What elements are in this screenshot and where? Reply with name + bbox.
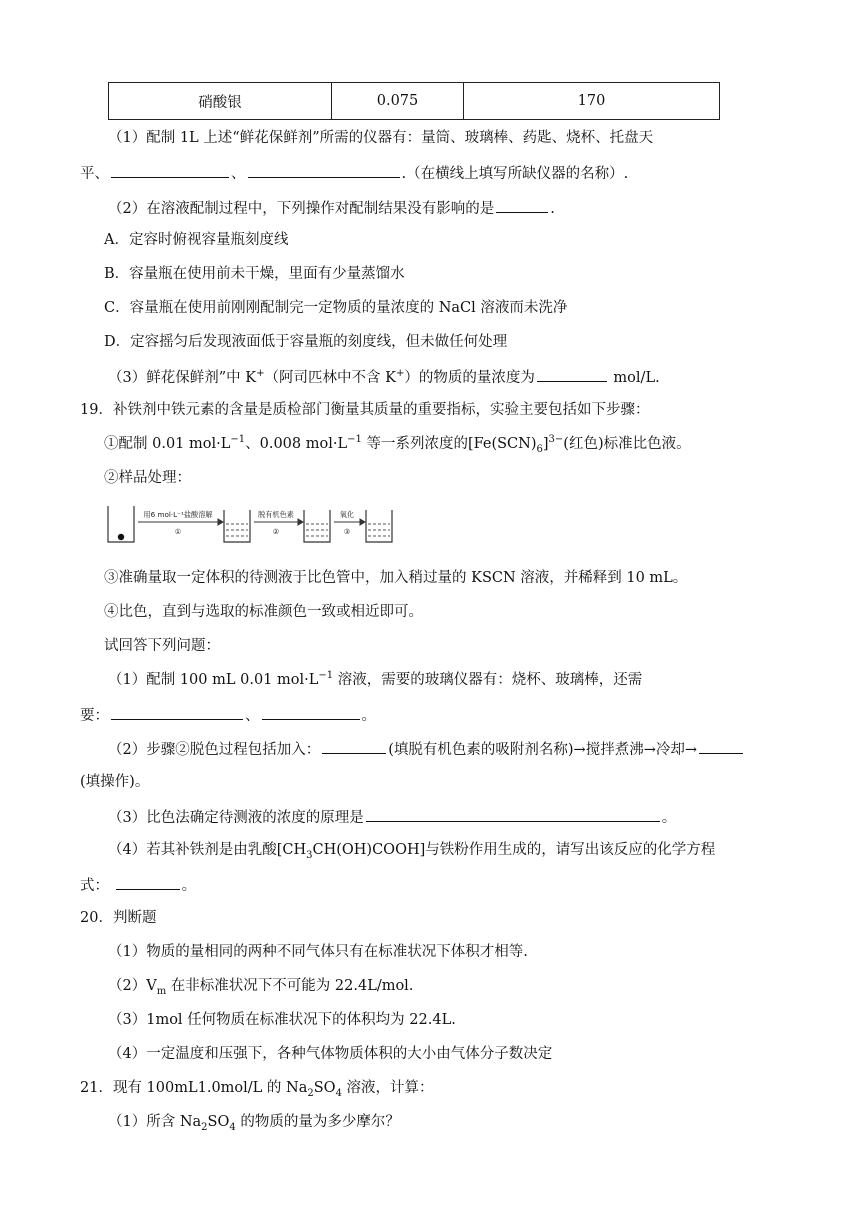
q19-part4-a: （4）若其补铁剂是由乳酸[CH bbox=[108, 842, 307, 858]
q18-part1-sep: 、 bbox=[231, 166, 246, 182]
q18-part3-end: mol/L. bbox=[608, 370, 660, 386]
q20-item1: （1）物质的量相同的两种不同气体只有在标准状况下体积才相等. bbox=[108, 944, 528, 960]
q20-item2 bbox=[108, 976, 413, 996]
q18-option-c: C．容量瓶在使用前刚刚配制完一定物质的量浓度的 NaCl 溶液而未洗净 bbox=[104, 300, 568, 316]
table-cell-mass: 0.075 bbox=[332, 83, 464, 120]
q18-part3-c: ）的物质的量浓度为 bbox=[404, 370, 535, 386]
table-row bbox=[109, 83, 720, 120]
q19-part2-a: （2）步骤②脱色过程包括加入： bbox=[108, 742, 321, 758]
q18-option-b: B．容量瓶在使用前未干燥，里面有少量蒸馏水 bbox=[104, 266, 405, 282]
q18-option-a: A．定容时俯视容量瓶刻度线 bbox=[104, 232, 289, 248]
answer-blank[interactable] bbox=[248, 162, 400, 178]
q19-intro: 试回答下列问题： bbox=[104, 638, 220, 654]
subscript: 6 bbox=[536, 443, 543, 455]
subscript: 3 bbox=[306, 849, 313, 861]
q19-step4: ④比色，直到与选取的标准颜色一致或相近即可。 bbox=[104, 604, 423, 620]
answer-blank[interactable] bbox=[111, 704, 243, 720]
flow-step-number: ③ bbox=[343, 527, 351, 536]
q19-part4-b: CH(OH)COOH]与铁粉作用生成的，请写出该反应的化学方程 bbox=[312, 842, 716, 858]
q19-part1-start: 要： bbox=[80, 708, 109, 724]
q18-part2-end: . bbox=[550, 201, 555, 217]
q19-part1-a: （1）配制 100 mL 0.01 mol·L bbox=[108, 672, 319, 688]
q19-stem: 19．补铁剂中铁元素的含量是质检部门衡量其质量的重要指标，实验主要包括如下步骤： bbox=[80, 402, 650, 418]
answer-blank[interactable] bbox=[322, 738, 386, 754]
step1-a: ①配制 0.01 mol·L bbox=[104, 436, 231, 452]
flow-step-number: ② bbox=[272, 527, 280, 536]
sample-process-diagram bbox=[104, 502, 410, 546]
arrow-icon bbox=[360, 519, 365, 525]
step1-c: 等一系列浓度的[Fe(SCN) bbox=[361, 436, 537, 452]
answer-blank[interactable] bbox=[262, 704, 360, 720]
superscript: 3− bbox=[548, 434, 564, 446]
step1-d: ] bbox=[542, 436, 549, 452]
subscript: 4 bbox=[229, 1121, 236, 1133]
q18-part3-b: （阿司匹林中不含 K bbox=[264, 370, 396, 386]
q19-part3-end: 。 bbox=[661, 810, 677, 826]
q19-part1-sep: 、 bbox=[245, 708, 260, 724]
answer-blank[interactable] bbox=[699, 738, 743, 754]
q19-part4-c: 式： bbox=[80, 878, 109, 894]
q20-item2-a: （2）V bbox=[108, 978, 157, 994]
q18-part1-start: 平、 bbox=[80, 166, 109, 182]
subscript: 4 bbox=[335, 1087, 342, 1099]
q19-part2-b: (填脱有机色素的吸附剂名称)→搅拌煮沸→冷却→ bbox=[388, 742, 697, 758]
q21-stem-a: 21．现有 100mL1.0mol/L 的 Na bbox=[80, 1080, 308, 1096]
answer-blank[interactable] bbox=[116, 874, 180, 890]
q21-part1-c: 的物质的量为多少摩尔？ bbox=[235, 1114, 400, 1130]
q19-part4-line1 bbox=[108, 840, 715, 860]
superscript: −1 bbox=[347, 434, 362, 446]
step1-b: 、0.008 mol·L bbox=[245, 436, 348, 452]
q18-part1-line1: （1）配制 1L 上述“鲜花保鲜剂”所需的仪器有：量筒、玻璃棒、药匙、烧杯、托盘天 bbox=[108, 130, 654, 146]
q21-stem-b: SO bbox=[313, 1080, 336, 1096]
q19-part2-line2: (填操作)。 bbox=[80, 774, 150, 790]
superscript: −1 bbox=[230, 434, 246, 446]
answer-blank[interactable] bbox=[496, 197, 548, 213]
q20-item4: （4）一定温度和压强下，各种气体物质体积的大小由气体分子数决定 bbox=[108, 1046, 553, 1062]
answer-blank[interactable] bbox=[366, 806, 660, 822]
q20-item2-b: 在非标准状况下不可能为 22.4L/mol. bbox=[166, 978, 414, 994]
q21-stem bbox=[80, 1078, 434, 1098]
q19-part1-a2: 溶液，需要的玻璃仪器有：烧杯、玻璃棒，还需 bbox=[333, 672, 643, 688]
flow-label: 脱有机色素 bbox=[258, 510, 294, 519]
q20-item3: （3）1mol 任何物质在标准状况下的体积均为 22.4L. bbox=[108, 1012, 456, 1028]
superscript: + bbox=[256, 368, 265, 380]
subscript: 2 bbox=[201, 1121, 208, 1133]
arrow-icon bbox=[218, 519, 223, 525]
flow-label: 用6 mol·L⁻¹盐酸溶解 bbox=[143, 510, 213, 519]
answer-blank[interactable] bbox=[537, 366, 607, 382]
q19-part4-end: 。 bbox=[181, 878, 197, 894]
q21-part1-b: SO bbox=[207, 1114, 230, 1130]
q18-part2 bbox=[108, 197, 555, 219]
q19-step3: ③准确量取一定体积的待测液于比色管中，加入稍过量的 KSCN 溶液，并稀释到 10 mL。 bbox=[104, 570, 688, 586]
subscript: 2 bbox=[307, 1087, 314, 1099]
q19-part3 bbox=[108, 806, 676, 828]
q20-stem: 20．判断题 bbox=[80, 910, 157, 926]
q18-part1-end: .（在横线上填写所缺仪器的名称）. bbox=[401, 166, 629, 182]
q19-part3-text: （3）比色法确定待测液的浓度的原理是 bbox=[108, 810, 364, 826]
q21-part1 bbox=[108, 1112, 400, 1132]
beaker-icon bbox=[304, 510, 330, 542]
beaker-icon bbox=[366, 510, 392, 542]
table-cell-name: 硝酸银 bbox=[109, 83, 332, 120]
q18-option-d: D．定容摇匀后发现液面低于容量瓶的刻度线，但未做任何处理 bbox=[104, 334, 508, 350]
q19-part1-line2 bbox=[80, 704, 376, 726]
step1-e: (红色)标准比色液。 bbox=[563, 436, 691, 452]
subscript: m bbox=[156, 985, 167, 997]
q21-part1-a: （1）所含 Na bbox=[108, 1114, 202, 1130]
q18-part3-a: （3）鲜花保鲜剂”中 K bbox=[108, 370, 257, 386]
q19-part1-end: 。 bbox=[361, 708, 376, 724]
answer-blank[interactable] bbox=[111, 162, 229, 178]
q19-part4-line2 bbox=[80, 874, 196, 896]
q19-part1-line1 bbox=[108, 670, 642, 690]
sample-particle-icon bbox=[118, 534, 124, 540]
flow-step-number: ① bbox=[174, 527, 182, 536]
q18-part3 bbox=[108, 366, 660, 388]
superscript: −1 bbox=[318, 670, 334, 682]
flow-label: 氧化 bbox=[339, 510, 355, 519]
q19-step2: ②样品处理： bbox=[104, 470, 191, 486]
arrow-icon bbox=[298, 519, 303, 525]
q18-part2-text: （2）在溶液配制过程中，下列操作对配制结果没有影响的是 bbox=[108, 201, 495, 217]
beaker-icon bbox=[224, 510, 250, 542]
q19-step1 bbox=[104, 434, 691, 454]
q21-stem-c: 溶液，计算： bbox=[341, 1080, 434, 1096]
q19-part2-line1 bbox=[108, 738, 745, 760]
table-cell-molar-mass: 170 bbox=[464, 83, 720, 120]
q18-part1-line2 bbox=[80, 162, 628, 184]
reagent-table bbox=[108, 82, 720, 120]
superscript: + bbox=[395, 368, 405, 380]
